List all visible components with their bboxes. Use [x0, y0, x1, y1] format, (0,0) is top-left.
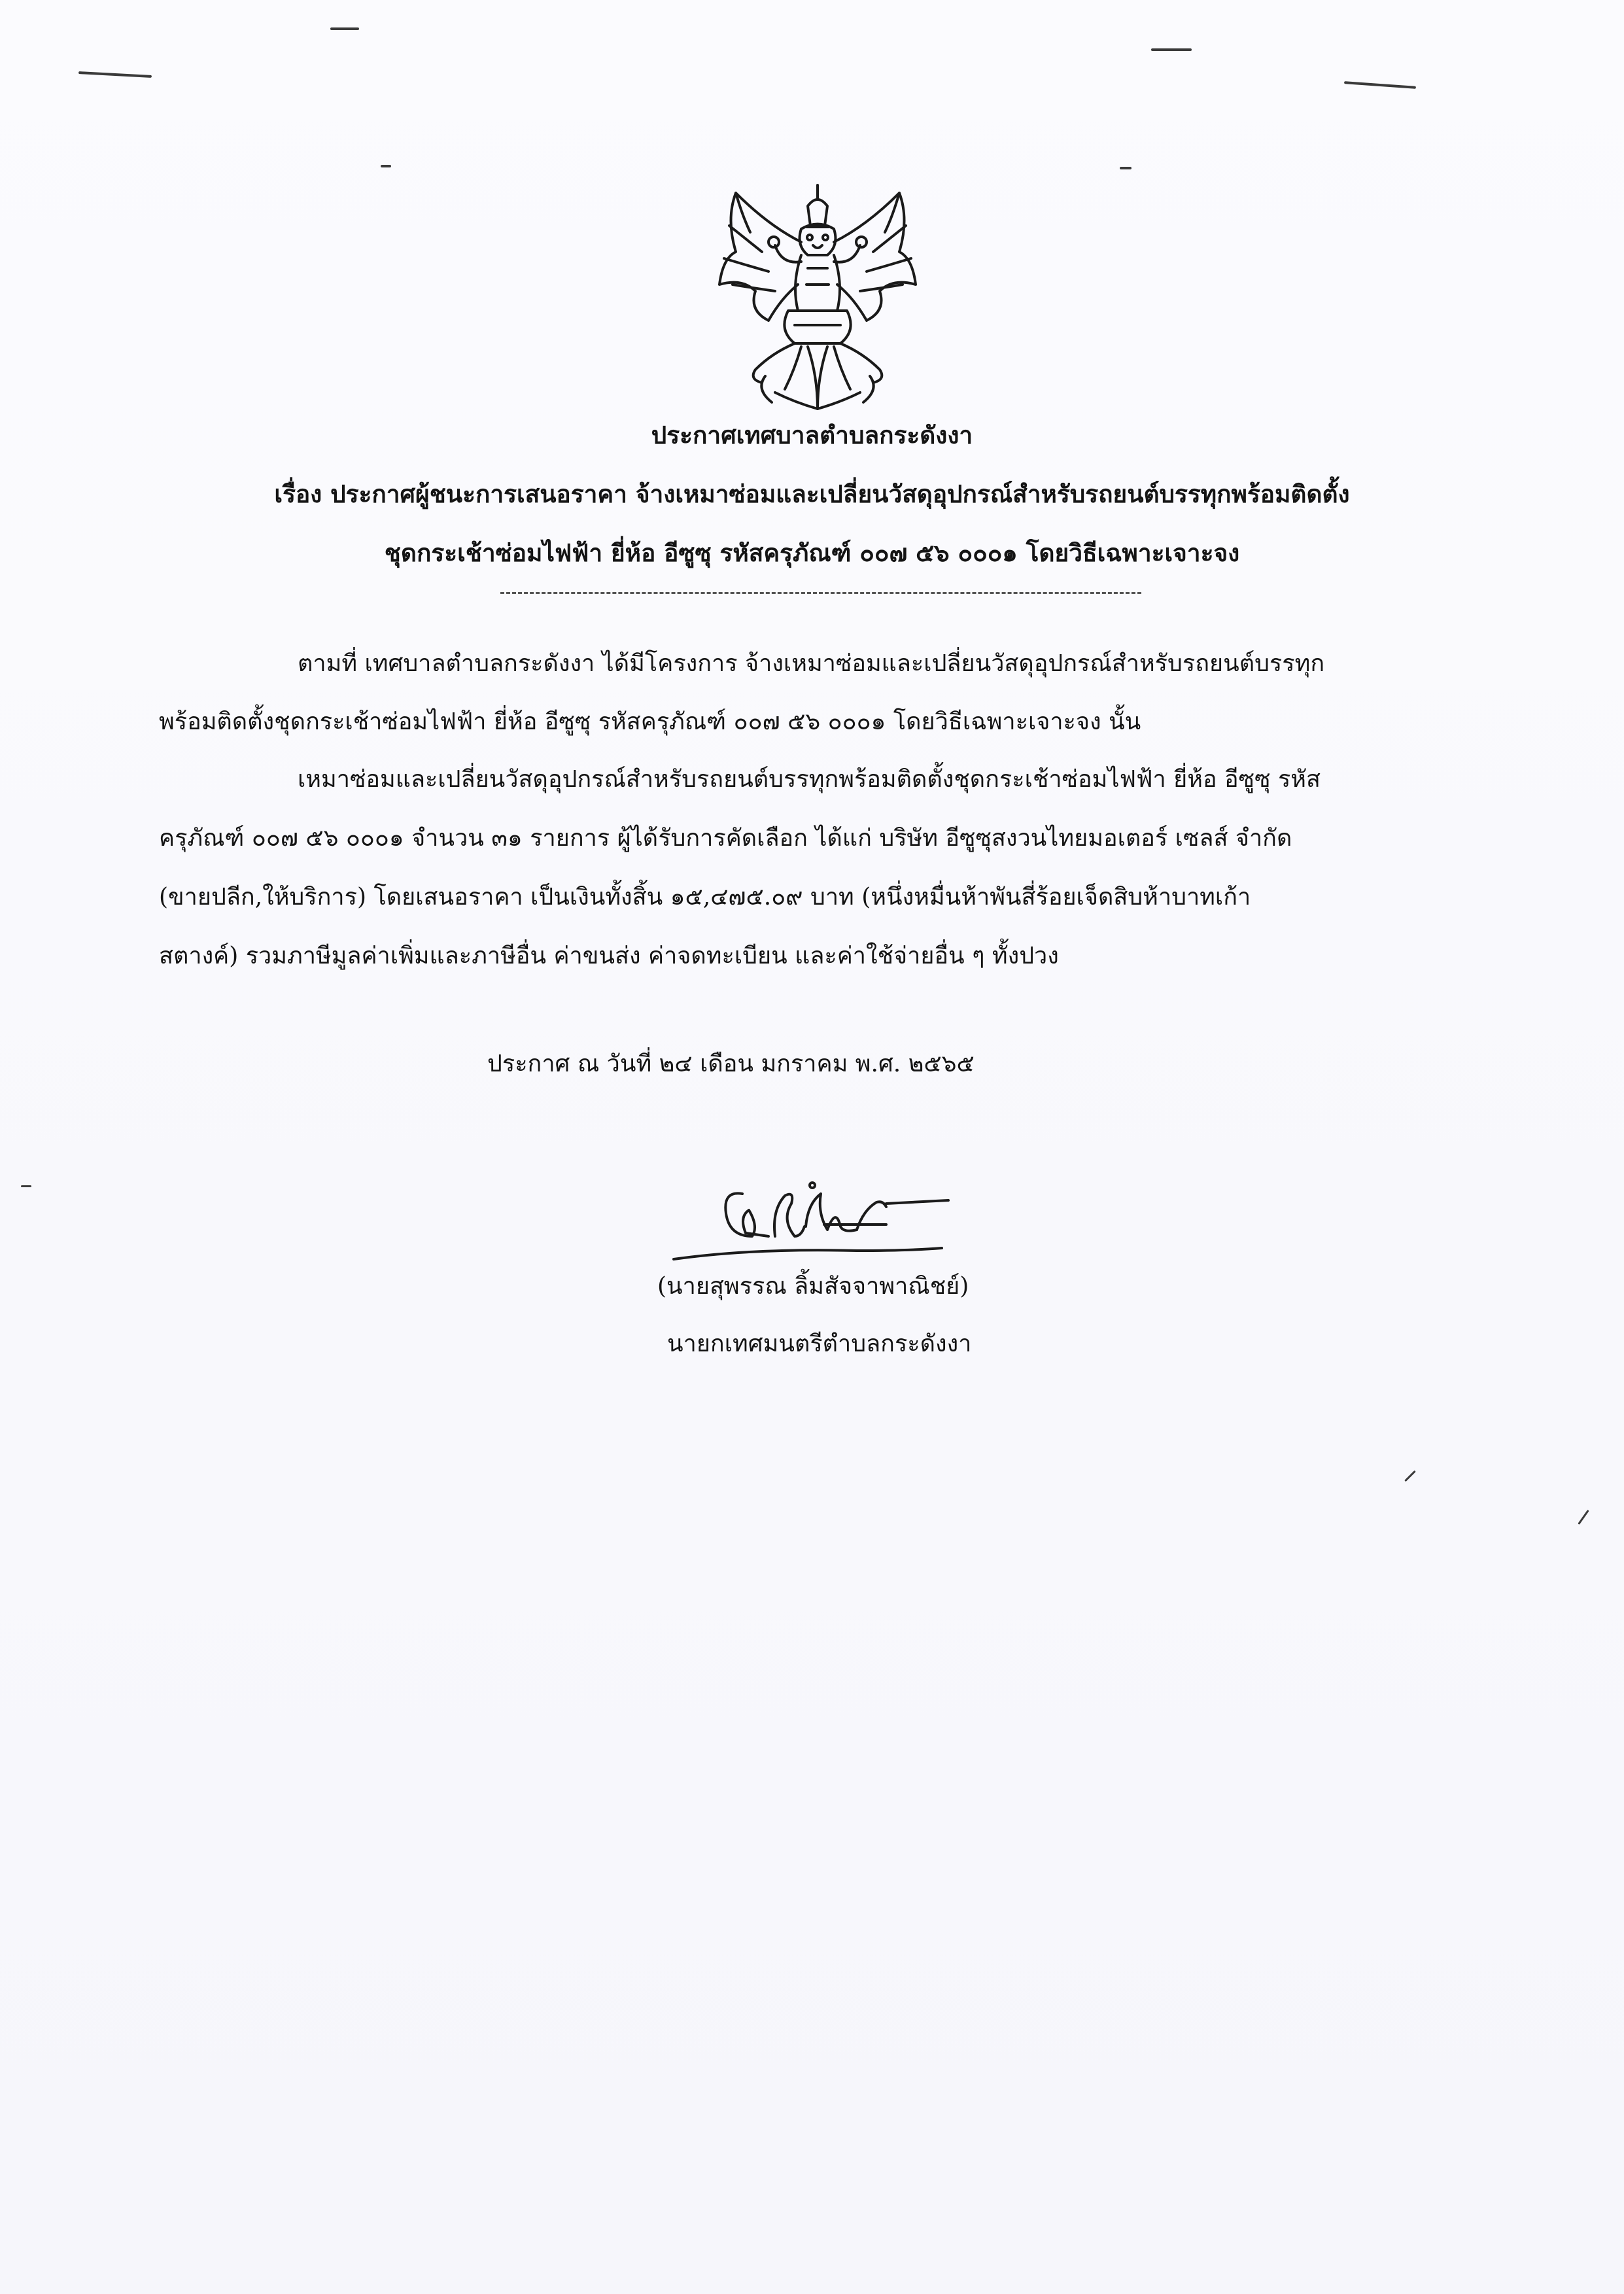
- body-line: (ขายปลีก,ให้บริการ) โดยเสนอราคา เป็นเงินทั้งสิ้น ๑๕,๔๗๕.๐๙ บาท (หนึ่งหมื่นห้าพันสี่ร้อยเจ็ดสิบห้าบาทเก้า: [159, 884, 1251, 911]
- signer-name: (นายสุพรรณ ลิ้มสัจจาพาณิชย์): [657, 1273, 969, 1300]
- garuda-emblem-icon: [710, 180, 925, 415]
- body-line: สตางค์) รวมภาษีมูลค่าเพิ่มและภาษีอื่น ค่าขนส่ง ค่าจดทะเบียน และค่าใช้จ่ายอื่น ๆ ทั้งปวง: [159, 943, 1059, 969]
- separator-dashes: [500, 592, 1141, 594]
- scan-mark: [21, 1185, 31, 1187]
- scan-mark: [1344, 81, 1416, 89]
- document-subject-line-2: ชุดกระเช้าซ่อมไฟฟ้า ยี่ห้อ อีซูซุ รหัสครุภัณฑ์ ๐๐๗ ๕๖ ๐๐๐๑ โดยวิธีเฉพาะเจาะจง: [384, 538, 1240, 567]
- document-subject-line-1: เรื่อง ประกาศผู้ชนะการเสนอราคา จ้างเหมาซ่อมและเปลี่ยนวัสดุอุปกรณ์สำหรับรถยนต์บรรทุกพร้อมติดตั้ง: [274, 479, 1350, 508]
- body-line: เหมาซ่อมและเปลี่ยนวัสดุอุปกรณ์สำหรับรถยนต์บรรทุกพร้อมติดตั้งชุดกระเช้าซ่อมไฟฟ้า ยี่ห้อ อีซูซุ รหัส: [298, 766, 1321, 793]
- body-line: พร้อมติดตั้งชุดกระเช้าซ่อมไฟฟ้า ยี่ห้อ อีซูซุ รหัสครุภัณฑ์ ๐๐๗ ๕๖ ๐๐๐๑ โดยวิธีเฉพาะเจาะจง นั้น: [159, 708, 1141, 735]
- document-title: ประกาศเทศบาลตำบลกระดังงา: [651, 421, 973, 449]
- scan-mark: [1151, 48, 1192, 51]
- announcement-date: ประกาศ ณ วันที่ ๒๔ เดือน มกราคม พ.ศ. ๒๕๖๕: [487, 1051, 975, 1077]
- scan-mark: [1120, 167, 1132, 169]
- scan-mark: [78, 71, 152, 78]
- signer-title: นายกเทศมนตรีตำบลกระดังงา: [667, 1330, 972, 1357]
- scan-mark: [1404, 1470, 1416, 1482]
- handwritten-signature: [661, 1164, 955, 1272]
- body-line: ตามที่ เทศบาลตำบลกระดังงา ได้มีโครงการ จ้างเหมาซ่อมและเปลี่ยนวัสดุอุปกรณ์สำหรับรถยนต์บรรทุก: [298, 650, 1325, 677]
- body-line: ครุภัณฑ์ ๐๐๗ ๕๖ ๐๐๐๑ จำนวน ๓๑ รายการ ผู้ได้รับการคัดเลือก ได้แก่ บริษัท อีซูซุสงวนไทยมอเตอร์ เซลส์ จำกัด: [159, 825, 1292, 852]
- scan-mark: [1578, 1510, 1589, 1525]
- scan-mark: [330, 27, 359, 30]
- scan-mark: [381, 165, 391, 167]
